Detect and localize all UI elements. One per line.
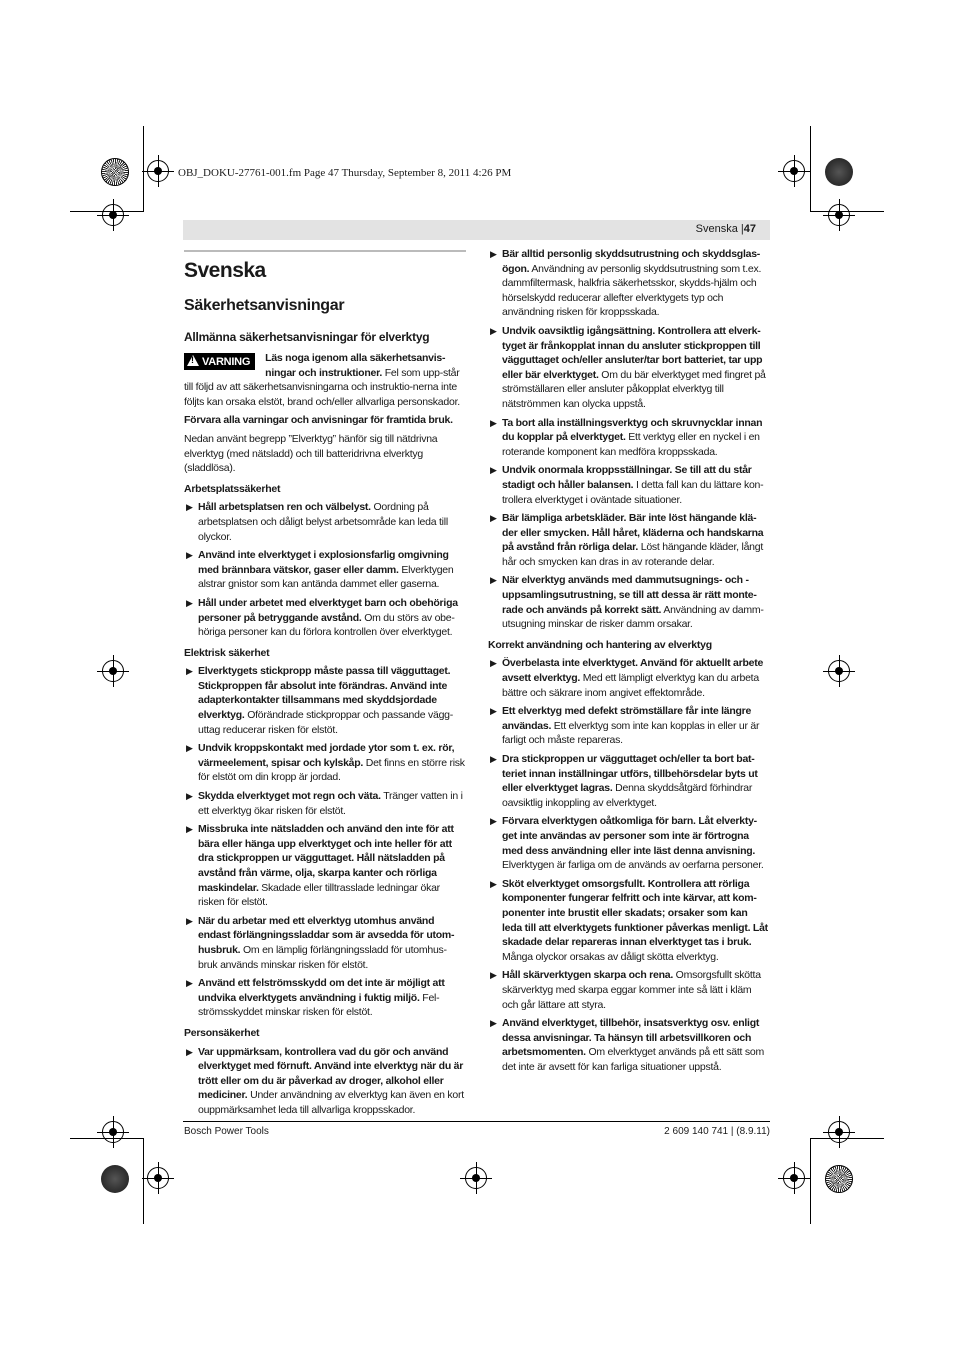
title-rule [184, 250, 466, 252]
list-item [488, 573, 770, 631]
bullet-arrow-icon: ▶ [186, 824, 193, 835]
section-heading: Arbetsplatssäkerhet [184, 482, 281, 495]
item-bold: Överbelasta inte elverktyget. Använd för aktuellt arbete avsett elverktyg. [502, 657, 764, 685]
item-bold: Använd ett felströmsskydd om det inte är möjligt att undvika elverktygets användning i fuktig miljö. [198, 977, 445, 1004]
registration-mark-icon [465, 1167, 487, 1189]
registration-mark-icon [147, 160, 169, 182]
registration-mark-icon [102, 1121, 124, 1143]
footer-brand: Bosch Power Tools [184, 1126, 269, 1137]
bullet-arrow-icon: ▶ [490, 575, 497, 586]
bullet-arrow-icon: ▶ [490, 417, 497, 428]
item-text: Användning av damm-utsugning minskar de risker damm orsakar. [502, 603, 764, 631]
subsection-title: Allmänna säkerhetsanvisningar för elverktyg [184, 330, 430, 344]
footer-rule [183, 1121, 770, 1122]
item-text: Elverktygen alstrar gnistor som kan antända dammet eller gaserna. [198, 563, 454, 591]
list-item [488, 968, 770, 1012]
list-item [184, 1045, 466, 1118]
list-item [184, 596, 466, 640]
bullet-arrow-icon: ▶ [490, 1018, 497, 1029]
list-item [184, 914, 466, 972]
color-bar-icon [825, 158, 853, 186]
item-bold: Bär lämpliga arbetskläder. Bär inte löst hängande klä-der eller smycken. Håll håret, kläderna och handskarna på avstånd från rörliga delar. [502, 512, 764, 554]
running-header [183, 220, 770, 240]
item-bold: Ett elverktyg med defekt strömställare får inte längre användas. [502, 705, 752, 732]
term-note: Nedan använt begrepp ”Elverktyg” hänför sig till nätdrivna elverktyg (med nätsladd) och till batteridrivna elverktyg (sladdlösa). [184, 432, 438, 475]
item-text: Om du bär elverktyget med fingret på strömställaren eller ansluter påkopplat elverktyg till nätströmmen kan olycka uppstå. [502, 368, 766, 410]
list-item [488, 656, 770, 700]
left-column [184, 250, 466, 1122]
registration-mark-icon [828, 1121, 850, 1143]
warning-badge-label: VARNING [202, 356, 251, 368]
keep-note: Förvara alla varningar och anvisningar för framtida bruk. [184, 414, 453, 427]
warning-badge [184, 353, 255, 370]
right-column [488, 247, 770, 1078]
list-item [184, 789, 466, 818]
section-title: Säkerhetsanvisningar [184, 297, 345, 314]
item-text: Denna skyddsåtgärd förhindrar oavsiktlig inkoppling av elverktyget. [502, 782, 753, 809]
header-right [696, 223, 756, 235]
crop-mark [810, 126, 811, 212]
item-text: Ett elverktyg som inte kan kopplas in eller ur är farligt och måste repareras. [502, 719, 760, 747]
bullet-arrow-icon: ▶ [186, 978, 193, 989]
warning-block [184, 351, 466, 409]
bullet-arrow-icon: ▶ [490, 816, 497, 827]
item-bold: Ta bort alla inställningsverktyg och skruvnycklar innan du kopplar på elverktyget. [502, 416, 763, 444]
registration-mark-icon [828, 660, 850, 682]
footer-doc-number: 2 609 140 741 | (8.9.11) [664, 1126, 770, 1137]
item-bold: Håll arbetsplatsen ren och välbelyst. [198, 501, 371, 514]
bullet-arrow-icon: ▶ [186, 550, 193, 561]
item-text: Fel-strömsskyddet minskar risken för elstöt. [198, 991, 440, 1019]
header-language: Svenska [695, 223, 738, 235]
list-item [184, 664, 466, 737]
list-item [488, 704, 770, 748]
bullet-arrow-icon: ▶ [490, 970, 497, 981]
list-item [488, 877, 770, 965]
section-heading: Korrekt användning och hantering av elverktyg [488, 638, 712, 651]
list-item [184, 822, 466, 910]
item-bold: Håll skärverktygen skarpa och rena. [502, 969, 674, 982]
color-bar-icon [825, 1165, 853, 1193]
list-item [488, 416, 770, 460]
item-bold: Undvik onormala kroppsställningar. Se till att du står stadigt och håller balansen. [502, 464, 752, 491]
bullet-arrow-icon: ▶ [490, 249, 497, 259]
item-text: Användning av personlig skyddsutrustning som t.ex. dammfiltermask, halkfria säkerhetsskor, skydds-hjälm och hörselskydd reducerar allefter elverktygets typ och användning risken för kroppsskada. [502, 262, 762, 319]
item-bold: Skydda elverktyget mot regn och väta. [198, 790, 381, 803]
item-text: Ett verktyg eller en nyckel i en roterande komponent kan medföra kroppsskada. [502, 431, 760, 458]
item-bold: Förvara elverktygen oåtkomliga för barn. Låt elverkty-get inte användas av personer som inte är förtrogna med dess användning eller inte läst denna anvisning. [502, 815, 757, 857]
right-section-items [488, 656, 770, 1074]
item-text: Oförändrade stickproppar och passande vägg-uttag reducerar risken för elstöt. [198, 709, 453, 736]
left-sections [184, 482, 466, 1118]
item-bold: När elverktyg används med dammutsugnings- och -uppsamlingsutrustning, se till att dessa är rätt monte-rade och används på korrekt sätt. [502, 574, 757, 616]
registration-mark-icon [147, 1167, 169, 1189]
list-item [488, 1016, 770, 1074]
list-item [488, 463, 770, 507]
item-text: Det finns en större risk för elstöt om din kropp är jordad. [198, 756, 465, 784]
bullet-arrow-icon: ▶ [186, 791, 193, 802]
list-item [488, 814, 770, 872]
item-bold: Var uppmärksam, kontrollera vad du gör och använd elverktyget med förnuft. Använd inte elverktyg när du är trött eller om du är påverkad av droger, alkohol eller mediciner. [198, 1045, 464, 1102]
item-text: Med ett lämpligt elverktyg kan du arbeta bättre och säkrare inom angivet effektområde. [502, 672, 759, 699]
item-bold: Sköt elverktyget omsorgsfullt. Kontrollera att rörliga komponenter fungerar felfritt och inte kärvar, att kom-ponenter inte brustit eller skadats; orsaker som kan leda till att elverktygets funktioner påverkas menligt. Låt skadade delar repareras innan elverktyget tas i bruk. [502, 877, 768, 949]
warning-icon [187, 355, 199, 366]
crop-mark [143, 126, 144, 212]
right-items [488, 247, 770, 632]
list-item [488, 752, 770, 810]
crop-mark [810, 1138, 811, 1224]
item-text: Tränger vatten in i ett elverktyg ökar risken för elstöt. [198, 790, 463, 817]
bullet-arrow-icon: ▶ [490, 325, 497, 336]
registration-mark-icon [102, 660, 124, 682]
item-bold: Håll under arbetet med elverktyget barn och obehöriga personer på betryggande avstånd. [198, 596, 458, 624]
section-heading: Personsäkerhet [184, 1026, 260, 1039]
bullet-arrow-icon: ▶ [186, 743, 193, 754]
file-info: OBJ_DOKU-27761-001.fm Page 47 Thursday, September 8, 2011 4:26 PM [178, 167, 512, 179]
item-text: Elverktygen är farliga om de används av oerfarna personer. [502, 859, 764, 872]
bullet-arrow-icon: ▶ [186, 666, 193, 677]
bullet-arrow-icon: ▶ [490, 465, 497, 476]
warning-text: Fel som upp-står till följd av att säkerhetsanvisningarna och instruktio-nerna inte följts kan orsaka elstöt, brand och/eller allvarliga personskador. [184, 366, 460, 408]
item-bold: Missbruka inte nätsladden och använd den inte för att bära eller hänga upp elverktyget och inte heller för att dra stickproppen ur vägguttaget. Håll nätsladden på avstånd från värme, olja, skarpa kanter och rörliga maskindelar. [198, 823, 454, 894]
list-item [184, 741, 466, 785]
warning-bold: Läs noga igenom alla säkerhetsanvis-ningar och instruktioner. [265, 352, 446, 379]
item-text: Skadade eller tilltrasslade ledningar ökar risken för elstöt. [198, 881, 440, 909]
registration-mark-icon [783, 1167, 805, 1189]
bullet-arrow-icon: ▶ [490, 706, 497, 717]
item-bold: Använd inte elverktyget i explosionsfarlig omgivning med brännbara vätskor, gaser eller damm. [198, 549, 449, 576]
item-bold: Dra stickproppen ur vägguttaget och/eller ta bort bat-teriet innan inställningar utförs, tillbehörsdelar byts ut eller elverktyget lagras. [502, 753, 758, 795]
item-text: I detta fall kan du lättare kon-trollera elverktyget i oväntade situationer. [502, 478, 764, 506]
item-text: Löst hängande kläder, långt hår och smycken kan dras in av roterande delar. [502, 541, 763, 568]
header-separator: | [740, 223, 744, 235]
list-item [184, 500, 466, 544]
item-text: Under användning av elverktyg kan även en kort ouppmärksamhet leda till allvarliga kroppsskador. [198, 1089, 464, 1116]
list-item [488, 511, 770, 569]
item-text: Oordning på arbetsplatsen och dåligt belyst arbetsområde kan leda till olyckor. [198, 501, 448, 543]
registration-mark-icon [783, 160, 805, 182]
list-item [184, 976, 466, 1020]
bullet-arrow-icon: ▶ [490, 658, 497, 669]
color-bar-icon [101, 158, 129, 186]
item-bold: Undvik kroppskontakt med jordade ytor som t. ex. rör, värmeelement, spisar och kylskåp. [198, 742, 455, 769]
item-text: Många olyckor orsakas av dåligt skötta elverktyg. [502, 950, 719, 963]
bullet-arrow-icon: ▶ [490, 754, 497, 764]
item-bold: Undvik oavsiktlig igångsättning. Kontrollera att elverk-tyget är frånkopplat innan du ansluter stickproppen till vägguttaget och/eller ansluter/tar bort batteriet, tar upp eller bär elverktyget. [502, 324, 763, 381]
item-text: Omsorgsfullt skötta skärverktyg med skarpa eggar kommer inte så lätt i kläm och går lättare att styra. [502, 969, 761, 1011]
item-bold: Använd elverktyget, tillbehör, insatsverktyg osv. enligt dessa anvisningar. Ta hänsyn till arbetsvillkoren och arbetsmomenten. [502, 1017, 760, 1059]
page-number: 47 [743, 223, 756, 235]
item-text: Om en lämplig förlängningssladd för utomhus-bruk används minskar risken för elstöt. [198, 943, 447, 971]
bullet-arrow-icon: ▶ [186, 597, 193, 608]
bullet-arrow-icon: ▶ [186, 502, 193, 513]
crop-mark [143, 1138, 144, 1224]
registration-mark-icon [828, 204, 850, 226]
page-title: Svenska [184, 259, 266, 282]
item-bold: När du arbetar med ett elverktyg utomhus använd endast förlängningssladdar som är avsedda för utom-husbruk. [198, 914, 455, 956]
item-text: Om du störs av obe-höriga personer kan du förlora kontrollen över elverktyget. [198, 611, 455, 639]
section-heading: Elektrisk säkerhet [184, 646, 270, 659]
item-text: Om elverktyget används på ett sätt som det inte är avsett för kan farliga situationer uppstå. [502, 1046, 764, 1073]
list-item [488, 324, 770, 412]
list-item [184, 548, 466, 592]
bullet-arrow-icon: ▶ [490, 878, 497, 889]
bullet-arrow-icon: ▶ [490, 513, 497, 524]
bullet-arrow-icon: ▶ [186, 915, 193, 926]
registration-mark-icon [102, 204, 124, 226]
color-bar-icon [101, 1165, 129, 1193]
item-bold: Bär alltid personlig skyddsutrustning och skyddsglas-ögon. [502, 248, 761, 275]
list-item [488, 247, 770, 320]
bullet-arrow-icon: ▶ [186, 1046, 193, 1057]
item-bold: Elverktygets stickpropp måste passa till vägguttaget. Stickproppen får absolut inte förändras. Använd inte adapterkontakter tillsammans med skyddsjordade elverktyg. [198, 665, 451, 722]
